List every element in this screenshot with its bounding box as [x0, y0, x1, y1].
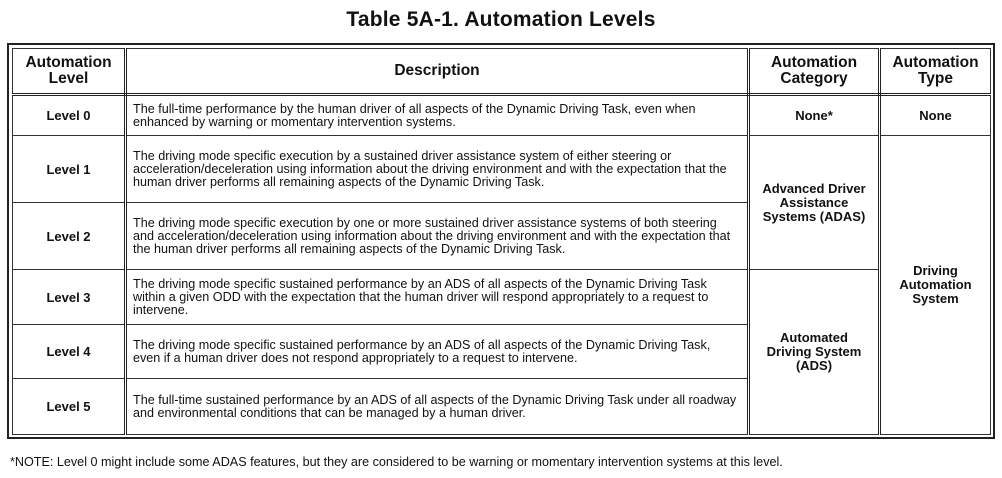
automation-levels-table [12, 48, 991, 435]
category-cell-none: None* [749, 95, 880, 136]
level-cell: Level 5 [13, 379, 126, 435]
level-cell: Level 1 [13, 136, 126, 203]
header-automation-type: Automation Type [880, 49, 991, 95]
automation-levels-table-frame [7, 43, 995, 439]
table-title: Table 5A-1. Automation Levels [346, 8, 656, 31]
table-row [13, 95, 991, 136]
table-row [13, 270, 991, 325]
description-cell: The full-time performance by the human driver of all aspects of the Dynamic Driving Task, even when enhanced by warning or momentary intervention systems. [126, 95, 749, 136]
description-cell: The driving mode specific sustained performance by an ADS of all aspects of the Dynamic Driving Task, even if a human driver does not respond appropriately to a request to intervene. [126, 325, 749, 379]
description-cell: The full-time sustained performance by an ADS of all aspects of the Dynamic Driving Task under all roadway and environmental conditions that can be managed by a human driver. [126, 379, 749, 435]
level-cell: Level 0 [13, 95, 126, 136]
header-automation-category: Automation Category [749, 49, 880, 95]
table-footnote: *NOTE: Level 0 might include some ADAS features, but they are considered to be warning or momentary intervention systems at this level. [10, 455, 783, 469]
category-cell-ads: Automated Driving System (ADS) [749, 270, 880, 435]
description-cell: The driving mode specific execution by one or more sustained driver assistance systems of both steering and acceleration/deceleration using information about the driving environment and with the expectation that the human driver performs all remaining aspects of the Dynamic Driving Task. [126, 203, 749, 270]
category-cell-adas: Advanced Driver Assistance Systems (ADAS) [749, 136, 880, 270]
type-cell-none: None [880, 95, 991, 136]
level-cell: Level 3 [13, 270, 126, 325]
level-cell: Level 2 [13, 203, 126, 270]
level-cell: Level 4 [13, 325, 126, 379]
header-description: Description [126, 49, 749, 95]
type-cell-driving-automation-system: Driving Automation System [880, 136, 991, 435]
description-cell: The driving mode specific execution by a sustained driver assistance system of either steering or acceleration/deceleration using information about the driving environment and with the expectation that the human driver performs all remaining aspects of the Dynamic Driving Task. [126, 136, 749, 203]
header-row [13, 49, 991, 95]
table-row [13, 136, 991, 203]
header-automation-level: Automation Level [13, 49, 126, 95]
description-cell: The driving mode specific sustained performance by an ADS of all aspects of the Dynamic Driving Task within a given ODD with the expectation that the human driver will respond appropriately to a request to intervene. [126, 270, 749, 325]
